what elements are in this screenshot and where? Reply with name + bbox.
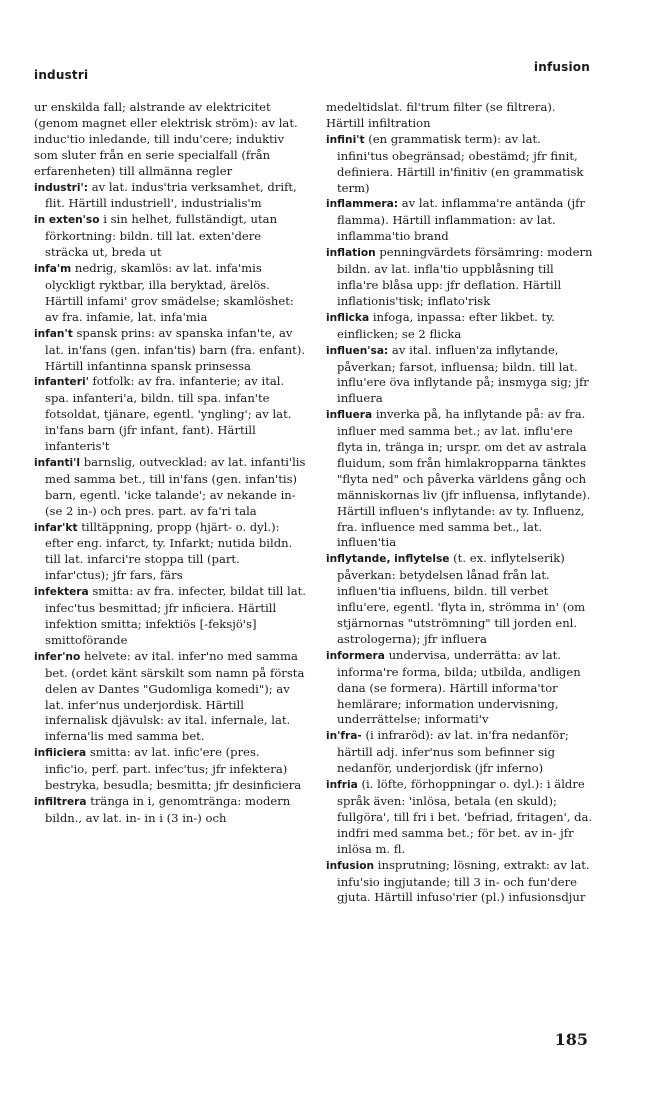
entry-definition: infoga, inpassa: efter likbet. ty. einflicken; se 2 flicka xyxy=(337,309,555,341)
page-number: 185 xyxy=(554,1030,588,1049)
entry-headword: infria xyxy=(326,779,358,792)
entry-definition: (en grammatisk term): av lat. infini'tus obegränsad; obestämd; jfr finit, definiera. Härtill in'finitiv (en grammatisk term) xyxy=(337,131,584,195)
dictionary-entry xyxy=(326,100,594,132)
entry-headword: inflytande, inflytelse xyxy=(326,553,450,566)
entry-definition: tränga in i, genomtränga: modern bildn., av lat. in- in i (3 in-) och xyxy=(45,793,291,825)
entry-definition: (i. löfte, förhoppningar o. dyl.): i äldre språk även: 'inlösa, betala (en skuld); fullgöra', till fri i bet. 'befriad, fritagen', da. indfri med samma bet.; för bet. av in- jfr inlösa m. fl. xyxy=(337,777,593,856)
entry-headword: inflation xyxy=(326,247,376,260)
dictionary-entry xyxy=(34,584,306,649)
entry-headword: in'fra- xyxy=(326,730,362,743)
entry-definition: spansk prins: av spanska infan'te, av lat. in'fans (gen. infan'tis) barn (fra. enfant). Härtill infantinna spansk prinsessa xyxy=(45,325,306,373)
left-column xyxy=(34,100,306,827)
entry-headword: influera xyxy=(326,409,373,422)
entry-headword: infanteri' xyxy=(34,376,89,389)
entry-definition: tilltäppning, propp (hjärt- o. dyl.): efter eng. infarct, ty. Infarkt; nutida bildn. till lat. infarci're stoppa till (part. infar'ctus); jfr fars, färs xyxy=(45,519,293,583)
dictionary-entry xyxy=(34,180,306,213)
entry-definition: medeltidslat. fil'trum filter (se filtrera). Härtill infiltration xyxy=(326,100,556,130)
entry-definition: av ital. influen'za inflytande, påverkan; farsot, influensa; bildn. till lat. influ'ere öva inflytande på; insmyga sig; jfr influera xyxy=(337,342,589,406)
dictionary-entry xyxy=(326,728,594,777)
dictionary-entry xyxy=(34,455,306,520)
right-column xyxy=(326,100,594,906)
dictionary-entry xyxy=(326,196,594,245)
entry-definition: fotfolk: av fra. infanterie; av ital. spa. infanteri'a, bildn. till spa. infan'te fotsoldat, tjänare, egentl. 'yngling'; av lat. in'fans barn (jfr infant, fant). Härtill infanteris't xyxy=(45,374,292,454)
entry-definition: helvete: av ital. infer'no med samma bet. (ordet känt särskilt som namn på första delen av Dantes "Gudomliga komedi"); av lat. infer'nus underjordisk. Härtill infernalisk djävulsk: av ital. infernale, lat. inferna'lis med samma bet. xyxy=(45,648,305,744)
entry-headword: infanti'l xyxy=(34,456,81,469)
dictionary-entry xyxy=(326,551,594,647)
dictionary-entry xyxy=(34,100,306,180)
dictionary-entry xyxy=(34,212,306,261)
dictionary-entry xyxy=(34,745,306,794)
entry-headword: infini't xyxy=(326,133,365,146)
entry-headword: infektera xyxy=(34,586,89,599)
dictionary-entry xyxy=(326,245,594,310)
entry-headword: infusion xyxy=(326,859,375,872)
entry-definition: undervisa, underrätta: av lat. informa're forma, bilda; utbilda, andligen dana (se formera). Härtill informa'tor hemlärare; information undervisning, underrättelse; informati'v xyxy=(337,647,581,727)
entry-definition: barnslig, outvecklad: av lat. infanti'lis med samma bet., till in'fans (gen. infan'tis) barn, egentl. 'icke talande'; av nekande in- (se 2 in-) och pres. part. av fa'ri tala xyxy=(45,454,306,518)
running-header-left: industri xyxy=(34,68,89,82)
entry-headword: infiiciera xyxy=(34,747,87,760)
dictionary-entry xyxy=(34,649,306,745)
dictionary-entry xyxy=(34,520,306,585)
dictionary-entry xyxy=(326,343,594,408)
entry-headword: inflammera: xyxy=(326,198,399,211)
entry-definition: i sin helhet, fullständigt, utan förkortning: bildn. till lat. exten'dere sträcka ut, breda ut xyxy=(45,212,278,260)
entry-definition: nedrig, skamlös: av lat. infa'mis olyckligt ryktbar, illa beryktad, ärelös. Härtill infami' grov smädelse; skamlöshet: av fra. infamie, lat. infa'mia xyxy=(45,261,294,324)
entry-headword: informera xyxy=(326,649,385,662)
dictionary-entry xyxy=(34,794,306,827)
dictionary-entry xyxy=(326,858,594,907)
dictionary-entry xyxy=(326,648,594,729)
entry-definition: insprutning; lösning, extrakt: av lat. infu'sio ingjutande; till 3 in- och fun'dere gjuta. Härtill infuso'rier (pl.) infusionsdjur xyxy=(337,857,590,905)
entry-definition: penningvärdets försämring: modern bildn. av lat. infla'tio uppblåsning till infla're blåsa upp: jfr deflation. Härtill inflationis'tisk; inflato'risk xyxy=(337,245,593,308)
entry-definition: smitta: av fra. infecter, bildat till lat. infec'tus besmittad; jfr inficiera. Härtill infektion smitta; infektiös [-feksjö's] smittoförande xyxy=(45,584,306,647)
entry-headword: infan't xyxy=(34,327,73,340)
running-header-right: infusion xyxy=(533,60,590,74)
dictionary-entry xyxy=(34,326,306,375)
dictionary-entry xyxy=(326,407,594,551)
entry-definition: (t. ex. inflytelserik) påverkan: betydelsen lånad från lat. influen'tia influens, bildn. till verbet influ'ere, egentl. 'flyta in, strömma in' (om stjärnornas "utströmning" till jorden enl. astrologerna); jfr influera xyxy=(337,551,586,646)
entry-definition: av lat. indus'tria verksamhet, drift, flit. Härtill industriell', industrialis'm xyxy=(45,179,297,211)
dictionary-entry xyxy=(326,132,594,197)
dictionary-entry xyxy=(326,777,594,858)
entry-definition: av lat. inflamma're antända (jfr flamma). Härtill inflammation: av lat. inflamma'tio brand xyxy=(337,196,585,244)
dictionary-entry xyxy=(34,374,306,455)
entry-headword: influen'sa: xyxy=(326,344,389,357)
entry-definition: smitta: av lat. infic'ere (pres. infic'io, perf. part. infec'tus; jfr infektera) bestryka, besudla; besmitta; jfr desinficiera xyxy=(45,745,302,793)
entry-headword: in exten'so xyxy=(34,214,100,227)
entry-headword: infer'no xyxy=(34,650,81,663)
entry-headword: infa'm xyxy=(34,263,72,276)
entry-headword: inflicka xyxy=(326,311,370,324)
entry-definition: ur enskilda fall; alstrande av elektricitet (genom magnet eller elektrisk ström): av lat. induc'tio inledande, till indu'cere; induktiv som sluter från en serie specialfall (från erfarenheten) till allmänna regler xyxy=(34,100,298,178)
entry-headword: infiltrera xyxy=(34,795,87,808)
dictionary-entry xyxy=(326,310,594,343)
entry-headword: industri': xyxy=(34,181,89,194)
entry-definition: (i infraröd): av lat. in'fra nedanför; härtill adj. infer'nus som befinner sig nedanför, underjordisk (jfr inferno) xyxy=(337,728,569,776)
entry-definition: inverka på, ha inflytande på: av fra. influer med samma bet.; av lat. influ'ere flyta in, tränga in; urspr. om det av astrala fluidum, som från himlakropparna tänktes "flyta ned" och påverka världens gång och människornas liv (jfr influensa, inflytande). Härtill influen's inflytande: av ty. Influenz, fra. influence med samma bet., lat. influen'tia xyxy=(337,407,591,550)
entry-headword: infar'kt xyxy=(34,521,78,534)
dictionary-entry xyxy=(34,261,306,326)
